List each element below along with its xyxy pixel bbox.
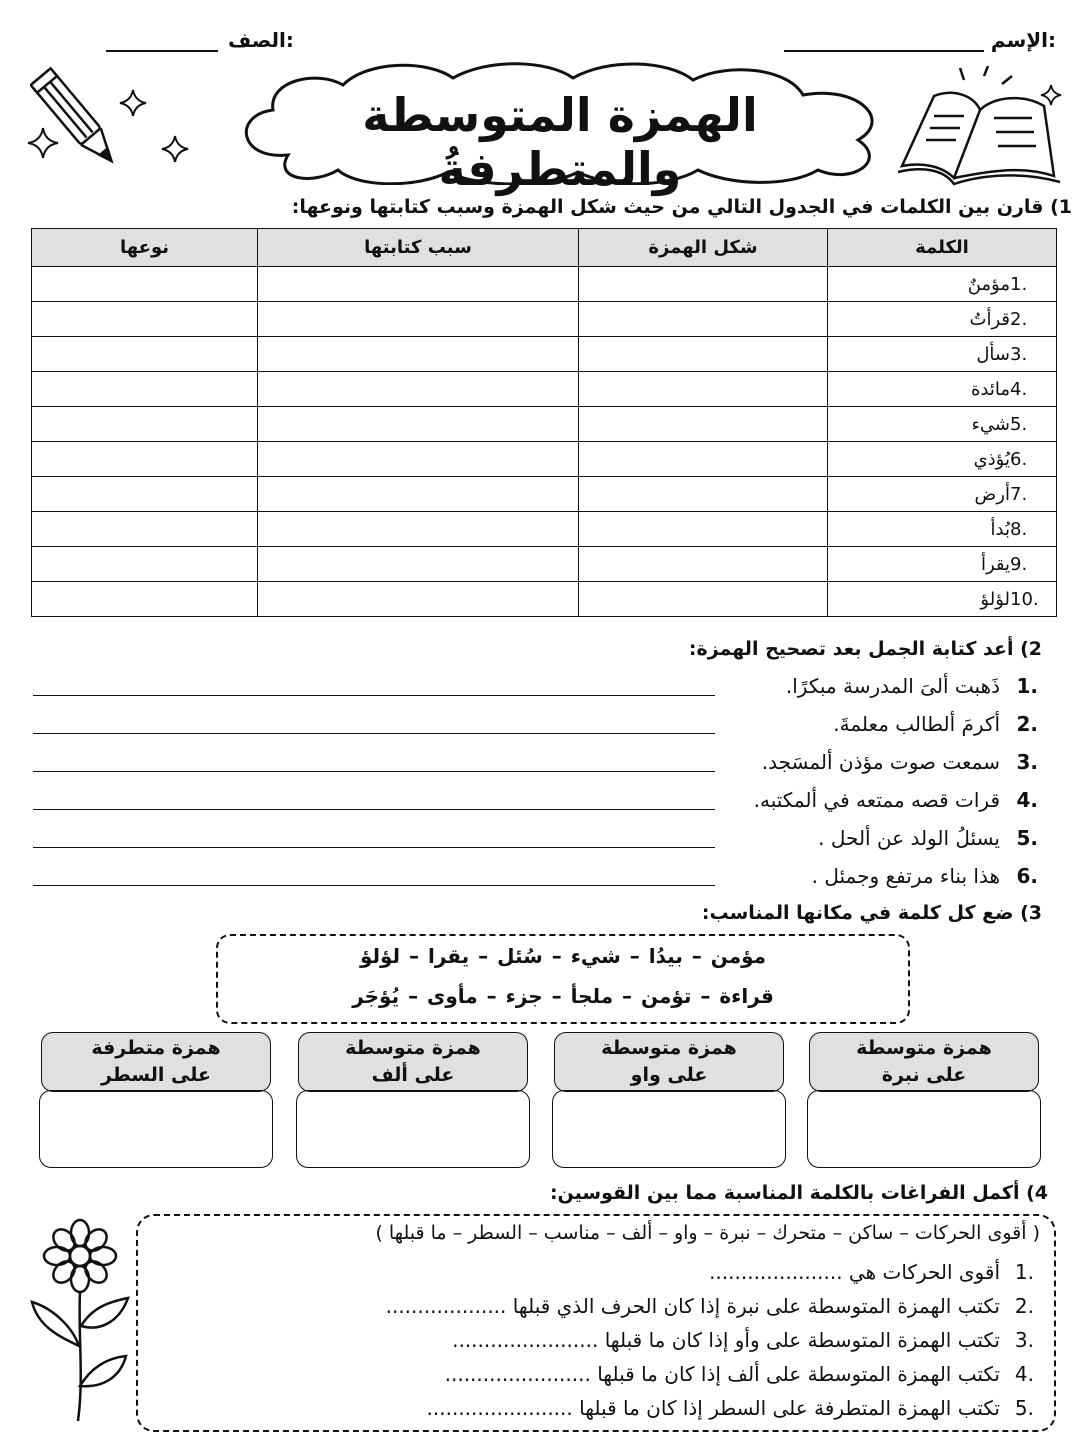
fill-item[interactable] bbox=[427, 1396, 1034, 1420]
reason-cell[interactable] bbox=[258, 547, 579, 582]
word-cell bbox=[828, 477, 1057, 512]
row-number: .10 bbox=[1010, 588, 1039, 610]
sentence-text: ذَهبت ألىَ المدرسة مبكرًا. bbox=[785, 674, 1000, 698]
q4-heading: 4) أكمل الفراغات بالكلمة المناسبة مما بين القوسين: bbox=[549, 1182, 1048, 1204]
sentence-text: هذا بناء مرتفع وجمئل . bbox=[811, 864, 1000, 888]
word-text: يُؤذي bbox=[973, 448, 1010, 470]
row-number: .2 bbox=[1010, 308, 1028, 330]
table-row bbox=[32, 337, 1057, 372]
type-cell[interactable] bbox=[32, 582, 258, 617]
item-number: .3 bbox=[1014, 1328, 1034, 1352]
category-box-on-alif[interactable] bbox=[296, 1090, 530, 1168]
category-header-on-nabra bbox=[809, 1032, 1039, 1092]
word-text: شيء bbox=[971, 413, 1010, 435]
pencil-icon bbox=[30, 62, 130, 182]
item-number: .5 bbox=[1014, 1396, 1034, 1420]
options-list: ( أقوى الحركات – ساكن – متحرك – نبرة – واو – ألف – مناسب – السطر – ما قبلها ) bbox=[375, 1222, 1040, 1244]
category-title: همزة متوسطة bbox=[856, 1037, 992, 1059]
item-number: .1 bbox=[1014, 1260, 1034, 1284]
type-cell[interactable] bbox=[32, 407, 258, 442]
word-cell bbox=[828, 582, 1057, 617]
reason-cell[interactable] bbox=[258, 372, 579, 407]
fill-item[interactable] bbox=[386, 1294, 1034, 1318]
reason-cell[interactable] bbox=[258, 302, 579, 337]
table-row bbox=[32, 372, 1057, 407]
word-bank bbox=[216, 934, 910, 1024]
category-title: همزة متوسطة bbox=[345, 1037, 481, 1059]
type-cell[interactable] bbox=[32, 442, 258, 477]
type-cell[interactable] bbox=[32, 337, 258, 372]
answer-line[interactable] bbox=[33, 771, 715, 772]
hamza-shape-cell[interactable] bbox=[579, 302, 828, 337]
reason-cell[interactable] bbox=[258, 407, 579, 442]
table-row bbox=[32, 407, 1057, 442]
row-number: .4 bbox=[1010, 378, 1028, 400]
table-row bbox=[32, 512, 1057, 547]
word-cell bbox=[828, 547, 1057, 582]
sentence-number: .6 bbox=[1016, 864, 1038, 888]
table-row bbox=[32, 302, 1057, 337]
word-comparison-table bbox=[31, 228, 1057, 617]
hamza-shape-cell[interactable] bbox=[579, 337, 828, 372]
reason-cell[interactable] bbox=[258, 337, 579, 372]
item-number: .2 bbox=[1014, 1294, 1034, 1318]
word-text: أرض bbox=[974, 483, 1010, 505]
row-number: .3 bbox=[1010, 343, 1028, 365]
fill-item[interactable] bbox=[709, 1260, 1034, 1284]
category-header-on-waw bbox=[554, 1032, 784, 1092]
row-number: .5 bbox=[1010, 413, 1028, 435]
category-title: همزة متطرفة bbox=[91, 1037, 221, 1059]
sentence-text: يسئلُ الولد عن ألحل . bbox=[818, 826, 1000, 850]
word-text: مؤمنٌ bbox=[967, 273, 1010, 295]
type-cell[interactable] bbox=[32, 477, 258, 512]
item-text: تكتب الهمزة المتوسطة على نبرة إذا كان الحرف الذي قبلها ................... bbox=[385, 1294, 1000, 1318]
category-box-on-waw[interactable] bbox=[552, 1090, 786, 1168]
word-cell bbox=[828, 407, 1057, 442]
answer-line[interactable] bbox=[33, 885, 715, 886]
word-cell bbox=[828, 372, 1057, 407]
column-header-word: الكلمة bbox=[828, 229, 1057, 267]
q2-heading: 2) أعد كتابة الجمل بعد تصحيح الهمزة: bbox=[688, 638, 1042, 660]
category-header-on-alif bbox=[298, 1032, 528, 1092]
page-title: الهمزة المتوسطة والمتطرفةُ bbox=[362, 88, 758, 196]
flower-icon bbox=[28, 1216, 132, 1426]
sentence-number: .2 bbox=[1016, 712, 1038, 736]
category-box-on-nabra[interactable] bbox=[807, 1090, 1041, 1168]
sentence-number: .4 bbox=[1016, 788, 1038, 812]
sentence-row bbox=[33, 820, 1038, 856]
word-text: مائدة bbox=[970, 378, 1010, 400]
table-row bbox=[32, 547, 1057, 582]
column-header-reason: سبب كتابتها bbox=[258, 229, 579, 267]
sentence-number: .1 bbox=[1016, 674, 1038, 698]
fill-item[interactable] bbox=[445, 1362, 1034, 1386]
hamza-shape-cell[interactable] bbox=[579, 582, 828, 617]
sparkle-icon bbox=[1040, 84, 1062, 106]
name-label: الإسم: bbox=[990, 28, 1056, 52]
table-header-row bbox=[32, 229, 1057, 267]
answer-line[interactable] bbox=[33, 733, 715, 734]
hamza-shape-cell[interactable] bbox=[579, 477, 828, 512]
category-header-final-on-line bbox=[41, 1032, 271, 1092]
hamza-shape-cell[interactable] bbox=[579, 547, 828, 582]
category-box-final-on-line[interactable] bbox=[39, 1090, 273, 1168]
sparkle-icon bbox=[26, 126, 60, 160]
sentence-row bbox=[33, 706, 1038, 742]
word-cell bbox=[828, 337, 1057, 372]
type-cell[interactable] bbox=[32, 267, 258, 302]
sentence-row bbox=[33, 782, 1038, 818]
type-cell[interactable] bbox=[32, 302, 258, 337]
table-row bbox=[32, 477, 1057, 512]
hamza-shape-cell[interactable] bbox=[579, 267, 828, 302]
word-cell bbox=[828, 302, 1057, 337]
word-text: بُدأ bbox=[990, 518, 1010, 540]
item-text: تكتب الهمزة المتطرفة على السطر إذا كان ما قبلها ....................... bbox=[426, 1396, 1000, 1420]
row-number: .8 bbox=[1010, 518, 1028, 540]
table-row bbox=[32, 582, 1057, 617]
sentence-text: سمعت صوت مؤذن ألمسَجد. bbox=[761, 750, 1000, 774]
sentence-number: .5 bbox=[1016, 826, 1038, 850]
category-subtitle: على نبرة bbox=[881, 1064, 967, 1086]
class-label: الصف: bbox=[228, 28, 294, 52]
sentence-row bbox=[33, 744, 1038, 780]
answer-line[interactable] bbox=[33, 809, 715, 810]
sparkle-icon bbox=[118, 88, 148, 118]
word-text: سأل bbox=[976, 343, 1010, 365]
sentence-text: أكرمَ ألطالب معلمةَ. bbox=[833, 712, 1000, 736]
answer-line[interactable] bbox=[33, 847, 715, 848]
row-number: .9 bbox=[1010, 553, 1028, 575]
type-cell[interactable] bbox=[32, 372, 258, 407]
word-bank-row-2: قراءة – تؤمن – ملجأ – جزء – مأوى – يُؤجَر bbox=[352, 984, 774, 1008]
q1-heading: 1) قارن بين الكلمات في الجدول التالي من حيث شكل الهمزة وسبب كتابتها ونوعها: bbox=[291, 196, 1072, 218]
item-text: تكتب الهمزة المتوسطة على وأو إذا كان ما قبلها ....................... bbox=[452, 1328, 1000, 1352]
reason-cell[interactable] bbox=[258, 512, 579, 547]
column-header-hamza-shape: شكل الهمزة bbox=[579, 229, 828, 267]
item-text: تكتب الهمزة المتوسطة على ألف إذا كان ما قبلها ....................... bbox=[444, 1362, 1000, 1386]
class-line[interactable] bbox=[106, 50, 218, 52]
sentence-number: .3 bbox=[1016, 750, 1038, 774]
word-text: قرأتُ bbox=[969, 308, 1010, 330]
sparkle-icon bbox=[160, 134, 190, 164]
category-subtitle: على ألف bbox=[371, 1064, 455, 1086]
reason-cell[interactable] bbox=[258, 442, 579, 477]
sentence-row bbox=[33, 858, 1038, 894]
reason-cell[interactable] bbox=[258, 267, 579, 302]
category-subtitle: على واو bbox=[630, 1064, 708, 1086]
answer-line[interactable] bbox=[33, 695, 715, 696]
item-number: .4 bbox=[1014, 1362, 1034, 1386]
type-cell[interactable] bbox=[32, 512, 258, 547]
reason-cell[interactable] bbox=[258, 582, 579, 617]
table-row bbox=[32, 442, 1057, 477]
reason-cell[interactable] bbox=[258, 477, 579, 512]
word-bank-row-1: مؤمن – بيدُا – شيء – سُئل – يقرا – لؤلؤ bbox=[359, 944, 767, 968]
sentence-text: قرات قصه ممتعه في ألمكتبه. bbox=[753, 788, 1000, 812]
word-cell bbox=[828, 442, 1057, 477]
word-text: يقرأ bbox=[980, 553, 1010, 575]
hamza-shape-cell[interactable] bbox=[579, 372, 828, 407]
name-line[interactable] bbox=[784, 50, 984, 52]
table-row bbox=[32, 267, 1057, 302]
category-title: همزة متوسطة bbox=[601, 1037, 737, 1059]
column-header-type: نوعها bbox=[32, 229, 258, 267]
category-subtitle: على السطر bbox=[101, 1064, 211, 1086]
item-text: أقوى الحركات هي ..................... bbox=[709, 1260, 1000, 1284]
row-number: .7 bbox=[1010, 483, 1028, 505]
fill-item[interactable] bbox=[452, 1328, 1034, 1352]
hamza-shape-cell[interactable] bbox=[579, 512, 828, 547]
hamza-shape-cell[interactable] bbox=[579, 407, 828, 442]
word-cell bbox=[828, 512, 1057, 547]
type-cell[interactable] bbox=[32, 547, 258, 582]
sentence-row bbox=[33, 668, 1038, 704]
row-number: .1 bbox=[1010, 273, 1028, 295]
hamza-shape-cell[interactable] bbox=[579, 442, 828, 477]
q3-heading: 3) ضع كل كلمة في مكانها المناسب: bbox=[701, 902, 1042, 924]
row-number: .6 bbox=[1010, 448, 1028, 470]
word-cell bbox=[828, 267, 1057, 302]
fill-in-box bbox=[136, 1214, 1056, 1432]
word-text: لؤلؤ bbox=[980, 588, 1010, 610]
